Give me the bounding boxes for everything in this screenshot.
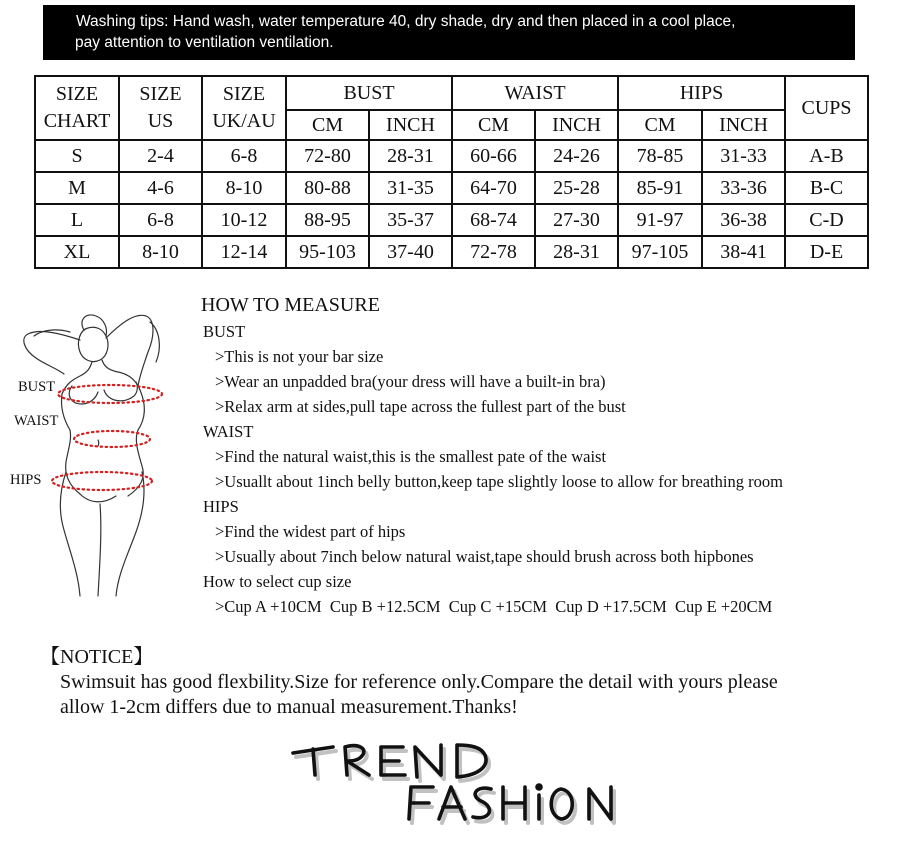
table-cell: 8-10 bbox=[202, 172, 286, 204]
table-cell: C-D bbox=[785, 204, 868, 236]
header-hips: HIPS bbox=[618, 76, 785, 110]
table-cell: S bbox=[35, 140, 119, 172]
list-item: >Find the widest part of hips bbox=[215, 522, 406, 541]
header-bust: BUST bbox=[286, 76, 452, 110]
table-cell: 24-26 bbox=[535, 140, 618, 172]
table-cell: 31-35 bbox=[369, 172, 452, 204]
notice-line-2: allow 1-2cm differs due to manual measurement.Thanks! bbox=[60, 696, 518, 718]
table-cell: 35-37 bbox=[369, 204, 452, 236]
figure-label-hips: HIPS bbox=[10, 472, 42, 488]
table-cell: 25-28 bbox=[535, 172, 618, 204]
table-cell: 68-74 bbox=[452, 204, 535, 236]
header-size-ukau: SIZE UK/AU bbox=[202, 76, 286, 140]
table-cell: 88-95 bbox=[286, 204, 369, 236]
table-cell: 36-38 bbox=[702, 204, 785, 236]
list-item: >Relax arm at sides,pull tape across the fullest part of the bust bbox=[215, 397, 626, 416]
section-heading: HIPS bbox=[203, 497, 239, 516]
table-row bbox=[35, 204, 868, 236]
table-cell: 72-78 bbox=[452, 236, 535, 268]
table-cell: 31-33 bbox=[702, 140, 785, 172]
washing-tips-line-1: Washing tips: Hand wash, water temperature 40, dry shade, dry and then placed in a cool place, bbox=[76, 13, 736, 30]
list-item: >Find the natural waist,this is the smallest pate of the waist bbox=[215, 447, 607, 466]
header-waist-cm: CM bbox=[452, 110, 535, 140]
table-cell: 91-97 bbox=[618, 204, 702, 236]
table-row bbox=[35, 140, 868, 172]
table-cell: 97-105 bbox=[618, 236, 702, 268]
trend-fashion-logo bbox=[285, 735, 625, 835]
table-cell: 37-40 bbox=[369, 236, 452, 268]
header-bust-inch: INCH bbox=[369, 110, 452, 140]
table-cell: 27-30 bbox=[535, 204, 618, 236]
header-size-us: SIZE US bbox=[119, 76, 202, 140]
table-cell: 6-8 bbox=[202, 140, 286, 172]
table-cell: 10-12 bbox=[202, 204, 286, 236]
header-hips-inch: INCH bbox=[702, 110, 785, 140]
size-chart-table bbox=[34, 75, 869, 269]
washing-tips-banner bbox=[43, 5, 855, 60]
header-bust-cm: CM bbox=[286, 110, 369, 140]
washing-tips-line-2: pay attention to ventilation ventilation. bbox=[75, 34, 334, 51]
list-item: >Usually about 7inch below natural waist,tape should brush across both hipbones bbox=[215, 547, 754, 566]
table-cell: 38-41 bbox=[702, 236, 785, 268]
notice-section bbox=[40, 645, 778, 720]
table-cell: A-B bbox=[785, 140, 868, 172]
section-heading: WAIST bbox=[203, 422, 254, 441]
table-cell: XL bbox=[35, 236, 119, 268]
table-cell: 80-88 bbox=[286, 172, 369, 204]
figure-label-waist: WAIST bbox=[14, 413, 59, 429]
figure-label-bust: BUST bbox=[18, 379, 56, 395]
body-silhouette-icon bbox=[0, 290, 200, 610]
header-waist-inch: INCH bbox=[535, 110, 618, 140]
table-cell: 6-8 bbox=[119, 204, 202, 236]
table-cell: 2-4 bbox=[119, 140, 202, 172]
section-heading: How to select cup size bbox=[203, 572, 352, 591]
section-heading: BUST bbox=[203, 322, 246, 341]
table-cell: D-E bbox=[785, 236, 868, 268]
header-cups: CUPS bbox=[785, 76, 868, 140]
table-row bbox=[35, 236, 868, 268]
list-item: >Wear an unpadded bra(your dress will have a built-in bra) bbox=[215, 372, 606, 391]
table-cell: 64-70 bbox=[452, 172, 535, 204]
table-cell: 28-31 bbox=[535, 236, 618, 268]
table-cell: 28-31 bbox=[369, 140, 452, 172]
notice-title: 【NOTICE】 bbox=[40, 646, 154, 668]
table-cell: 60-66 bbox=[452, 140, 535, 172]
list-item: >Usuallt about 1inch belly button,keep tape slightly loose to allow for breathing room bbox=[215, 472, 783, 491]
notice-line-1: Swimsuit has good flexbility.Size for reference only.Compare the detail with yours please bbox=[60, 671, 778, 693]
how-to-measure-section bbox=[201, 292, 783, 619]
table-header-row bbox=[35, 76, 868, 110]
table-cell: 4-6 bbox=[119, 172, 202, 204]
header-hips-cm: CM bbox=[618, 110, 702, 140]
table-cell: 12-14 bbox=[202, 236, 286, 268]
table-cell: 33-36 bbox=[702, 172, 785, 204]
table-cell: 85-91 bbox=[618, 172, 702, 204]
table-cell: B-C bbox=[785, 172, 868, 204]
table-cell: 78-85 bbox=[618, 140, 702, 172]
list-item: >This is not your bar size bbox=[215, 347, 384, 366]
header-waist: WAIST bbox=[452, 76, 618, 110]
body-measurement-figure bbox=[0, 290, 200, 610]
table-cell: 72-80 bbox=[286, 140, 369, 172]
table-cell: 8-10 bbox=[119, 236, 202, 268]
how-to-measure-title: HOW TO MEASURE bbox=[201, 294, 380, 316]
table-cell: L bbox=[35, 204, 119, 236]
table-cell: 95-103 bbox=[286, 236, 369, 268]
header-size-chart: SIZE CHART bbox=[35, 76, 119, 140]
list-item: >Cup A +10CM Cup B +12.5CM Cup C +15CM Cup D +17.5CM Cup E +20CM bbox=[215, 597, 773, 616]
table-cell: M bbox=[35, 172, 119, 204]
table-row bbox=[35, 172, 868, 204]
